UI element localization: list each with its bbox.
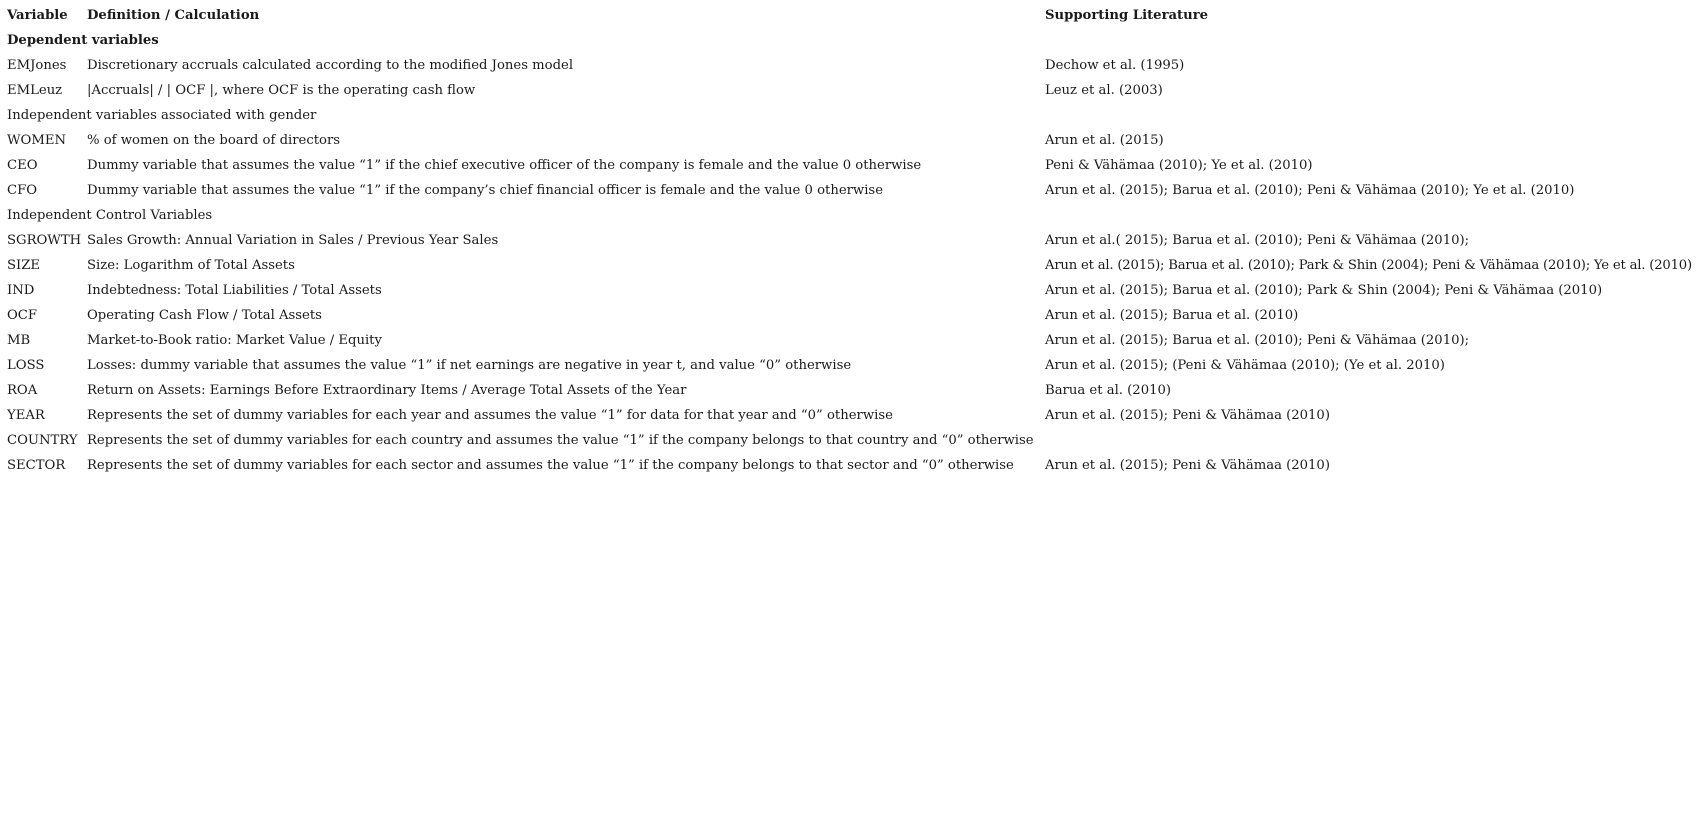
variable-name: OCF — [7, 308, 38, 323]
supporting-literature: Arun et al. (2015); Barua et al. (2010); Park & Shin (2004); Peni & Vähämaa (2010); Ye et al. (2010) — [1045, 258, 1692, 273]
variable-definition: Indebtedness: Total Liabilities / Total Assets — [87, 283, 382, 298]
section-label: Independent variables associated with gender — [7, 108, 317, 123]
table-row — [7, 131, 1702, 156]
table-row — [7, 81, 1702, 106]
variable-name: YEAR — [7, 408, 45, 423]
table-row — [7, 181, 1702, 206]
variable-definition: Sales Growth: Annual Variation in Sales / Previous Year Sales — [87, 233, 499, 248]
supporting-literature: Arun et al. (2015); Barua et al. (2010); Peni & Vähämaa (2010); — [1045, 333, 1470, 348]
variable-name: SECTOR — [7, 458, 66, 473]
variable-definition: Return on Assets: Earnings Before Extraordinary Items / Average Total Assets of the Year — [87, 383, 687, 398]
variable-definition: Market-to-Book ratio: Market Value / Equity — [87, 333, 382, 348]
section-gender — [7, 106, 1702, 131]
table-row — [7, 256, 1702, 281]
table-row — [7, 381, 1702, 406]
variable-definition: Dummy variable that assumes the value “1” if the chief executive officer of the company is female and the value 0 otherwise — [87, 158, 922, 173]
variable-name: ROA — [7, 383, 38, 398]
supporting-literature: Dechow et al. (1995) — [1045, 58, 1185, 73]
section-dependent — [7, 31, 1702, 56]
variable-name: EMLeuz — [7, 83, 63, 98]
variable-name: IND — [7, 283, 35, 298]
section-label: Dependent variables — [7, 33, 159, 48]
supporting-literature: Peni & Vähämaa (2010); Ye et al. (2010) — [1045, 158, 1313, 173]
variable-definition: Size: Logarithm of Total Assets — [87, 258, 295, 273]
supporting-literature: Arun et al. (2015); Peni & Vähämaa (2010) — [1045, 458, 1330, 473]
variable-name: MB — [7, 333, 31, 348]
section-control — [7, 206, 1702, 231]
variable-name: EMJones — [7, 58, 67, 73]
variable-definition: |Accruals| / | OCF |, where OCF is the operating cash flow — [87, 83, 476, 98]
variable-name: COUNTRY — [7, 433, 78, 448]
table-row — [7, 156, 1702, 181]
header-definition: Definition / Calculation — [87, 8, 260, 23]
supporting-literature: Barua et al. (2010) — [1045, 383, 1172, 398]
supporting-literature: Arun et al. (2015) — [1045, 133, 1164, 148]
variables-table — [7, 6, 1702, 481]
supporting-literature: Arun et al. (2015); Peni & Vähämaa (2010) — [1045, 408, 1330, 423]
variable-name: SIZE — [7, 258, 41, 273]
variable-name: SGROWTH — [7, 233, 82, 248]
table-row — [7, 331, 1702, 356]
variable-name: CFO — [7, 183, 38, 198]
supporting-literature: Arun et al. (2015); Barua et al. (2010); Peni & Vähämaa (2010); Ye et al. (2010) — [1045, 183, 1575, 198]
header-literature: Supporting Literature — [1045, 8, 1209, 23]
table-row — [7, 231, 1702, 256]
table-row — [7, 56, 1702, 81]
table-row — [7, 281, 1702, 306]
table-row — [7, 431, 1702, 456]
variable-definition: % of women on the board of directors — [87, 133, 341, 148]
variable-definition: Discretionary accruals calculated according to the modified Jones model — [87, 58, 574, 73]
supporting-literature: Arun et al. (2015); Barua et al. (2010); Park & Shin (2004); Peni & Vähämaa (2010) — [1045, 283, 1603, 298]
section-label: Independent Control Variables — [7, 208, 213, 223]
variable-definition: Represents the set of dummy variables for each year and assumes the value “1” for data for that year and “0” otherwise — [87, 408, 893, 423]
variable-definition: Represents the set of dummy variables for each country and assumes the value “1” if the company belongs to that country and “0” otherwise — [87, 433, 1034, 448]
supporting-literature: Leuz et al. (2003) — [1045, 83, 1163, 98]
table-row — [7, 356, 1702, 381]
variable-definition: Losses: dummy variable that assumes the value “1” if net earnings are negative in year t, and value “0” otherwise — [87, 358, 852, 373]
variable-definition: Operating Cash Flow / Total Assets — [87, 308, 322, 323]
variable-definition: Dummy variable that assumes the value “1” if the company’s chief financial officer is female and the value 0 otherwise — [87, 183, 884, 198]
variable-name: WOMEN — [7, 133, 67, 148]
variable-definition: Represents the set of dummy variables for each sector and assumes the value “1” if the company belongs to that sector and “0” otherwise — [87, 458, 1014, 473]
supporting-literature: Arun et al.( 2015); Barua et al. (2010); Peni & Vähämaa (2010); — [1045, 233, 1470, 248]
supporting-literature: Arun et al. (2015); Barua et al. (2010) — [1045, 308, 1299, 323]
table-row — [7, 306, 1702, 331]
variable-name: CEO — [7, 158, 38, 173]
variable-name: LOSS — [7, 358, 45, 373]
header-variable: Variable — [7, 8, 68, 23]
table-row — [7, 406, 1702, 431]
table-header — [7, 6, 1702, 31]
table-row — [7, 456, 1702, 481]
supporting-literature: Arun et al. (2015); (Peni & Vähämaa (2010); (Ye et al. 2010) — [1045, 358, 1445, 373]
